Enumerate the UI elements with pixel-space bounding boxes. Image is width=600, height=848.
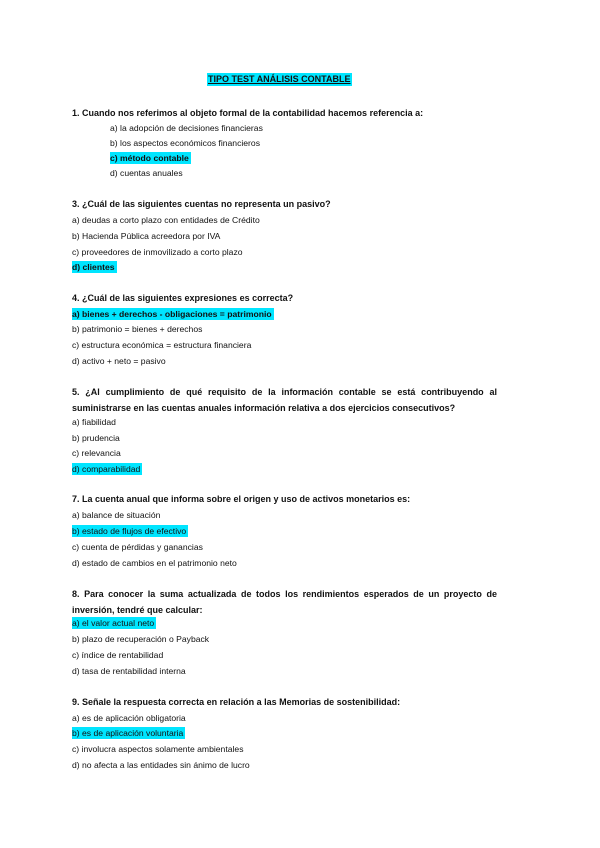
question-1-option-a: a) la adopción de decisiones financieras	[110, 123, 263, 133]
page-title: TIPO TEST ANÁLISIS CONTABLE	[208, 74, 351, 84]
question-7: 7. La cuenta anual que informa sobre el origen y uso de activos monetarios es:	[72, 494, 411, 504]
question-4: 4. ¿Cuál de las siguientes expresiones es correcta?	[72, 293, 294, 303]
question-4-option-c: c) estructura económica = estructura financiera	[72, 340, 252, 350]
question-7-option-a: a) balance de situación	[72, 510, 161, 520]
question-1-option-d: d) cuentas anuales	[110, 168, 183, 178]
question-3-option-c: c) proveedores de inmovilizado a corto plazo	[72, 247, 243, 257]
question-9-option-b-correct: b) es de aplicación voluntaria	[72, 728, 184, 738]
question-7-option-b-correct: b) estado de flujos de efectivo	[72, 526, 187, 536]
question-1: 1. Cuando nos referimos al objeto formal de la contabilidad hacemos referencia a:	[72, 108, 424, 118]
question-1-option-c-correct: c) método contable	[110, 153, 189, 163]
question-8-option-c: c) índice de rentabilidad	[72, 650, 164, 660]
question-5-option-a: a) fiabilidad	[72, 417, 116, 427]
question-4-option-a-correct: a) bienes + derechos - obligaciones = patrimonio	[72, 309, 272, 319]
question-3-option-a: a) deudas a corto plazo con entidades de Crédito	[72, 215, 260, 225]
question-9-option-c: c) involucra aspectos solamente ambientales	[72, 744, 244, 754]
question-3-option-b: b) Hacienda Pública acreedora por IVA	[72, 231, 221, 241]
question-8-option-b: b) plazo de recuperación o Payback	[72, 634, 210, 644]
question-9-option-d: d) no afecta a las entidades sin ánimo de lucro	[72, 760, 250, 770]
question-3-option-d-correct: d) clientes	[72, 262, 115, 272]
question-5: 5. ¿Al cumplimiento de qué requisito de la información contable se está contribuyendo al suministrarse en las cuentas anuales información relativa a dos ejercicios consecutivos?	[72, 387, 497, 413]
question-5-option-d-correct: d) comparabilidad	[72, 464, 141, 474]
question-5-option-b: b) prudencia	[72, 433, 120, 443]
question-9-option-a: a) es de aplicación obligatoria	[72, 713, 186, 723]
question-3: 3. ¿Cuál de las siguientes cuentas no representa un pasivo?	[72, 199, 331, 209]
question-5-option-c: c) relevancia	[72, 448, 121, 458]
question-1-option-b: b) los aspectos económicos financieros	[110, 138, 260, 148]
question-8-option-a-correct: a) el valor actual neto	[72, 618, 155, 628]
question-8: 8. Para conocer la suma actualizada de todos los rendimientos esperados de un proyecto de inversión, tendré que calcular:	[72, 589, 497, 615]
question-4-option-d: d) activo + neto = pasivo	[72, 356, 166, 366]
question-8-option-d: d) tasa de rentabilidad interna	[72, 666, 186, 676]
question-4-option-b: b) patrimonio = bienes + derechos	[72, 324, 203, 334]
question-9: 9. Señale la respuesta correcta en relación a las Memorias de sostenibilidad:	[72, 697, 401, 707]
question-7-option-c: c) cuenta de pérdidas y ganancias	[72, 542, 203, 552]
question-7-option-d: d) estado de cambios en el patrimonio neto	[72, 558, 237, 568]
